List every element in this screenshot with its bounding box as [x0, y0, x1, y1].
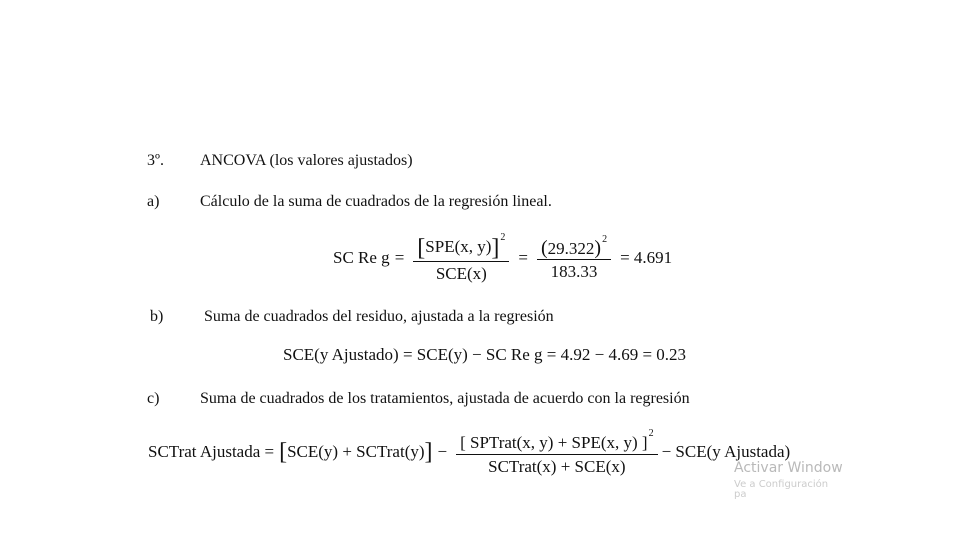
eq-a-fraction-1: [413, 232, 509, 284]
section-number: 3º.: [147, 152, 164, 169]
part-a-text: Cálculo de la suma de cuadrados de la regresión lineal.: [200, 193, 552, 210]
eq-a-equals: =: [394, 247, 405, 267]
eq-c-fraction: [456, 428, 657, 476]
eq-a-den-1: SCE(x): [435, 264, 487, 284]
equation-sc-reg: [333, 232, 677, 284]
eq-c-lhs: SCTrat Ajustada =: [148, 442, 275, 462]
eq-c-open-bracket: [: [279, 439, 288, 466]
part-b-label: b): [150, 308, 164, 325]
eq-c-tail: − SCE(y Ajustada): [661, 442, 791, 462]
eq-c-num: [ SPTrat(x, y) + SPE(x, y) ]$^2$: [456, 428, 657, 455]
eq-c-minus: −: [437, 442, 448, 462]
eq-a-num-1: [SPE(x, y)]$^2$: [413, 232, 509, 262]
equation-sce-y-ajustado: SCE(y Ajustado) = SCE(y) − SC Re g = 4.92 − 4.69 = 0.23: [283, 345, 687, 364]
equation-sctrat-ajustada: [148, 428, 790, 476]
section-title: ANCOVA (los valores ajustados): [200, 152, 413, 169]
eq-c-den: SCTrat(x) + SCE(x): [488, 456, 626, 476]
eq-a-result: = 4.691: [620, 247, 673, 267]
activation-watermark-title: Activar Window: [734, 460, 843, 476]
part-c-text: Suma de cuadrados de los tratamientos, ajustada de acuerdo con la regresión: [200, 390, 690, 407]
eq-a-lhs: SC Re g: [333, 247, 390, 267]
part-a-label: a): [147, 193, 160, 210]
eq-a-num-2: $(29.322)^2$: [537, 234, 611, 261]
part-c-label: c): [147, 390, 160, 407]
activation-watermark-subtitle: Ve a Configuración pa: [734, 479, 829, 500]
part-b-text: Suma de cuadrados del residuo, ajustada a la regresión: [204, 308, 554, 325]
eq-a-den-2: 183.33: [550, 262, 598, 282]
eq-a-equals-2: =: [518, 247, 528, 267]
eq-c-body: SCE(y) + SCTrat(y): [287, 442, 425, 462]
eq-c-close-bracket: ]: [424, 439, 433, 466]
eq-a-fraction-2: [537, 234, 611, 282]
